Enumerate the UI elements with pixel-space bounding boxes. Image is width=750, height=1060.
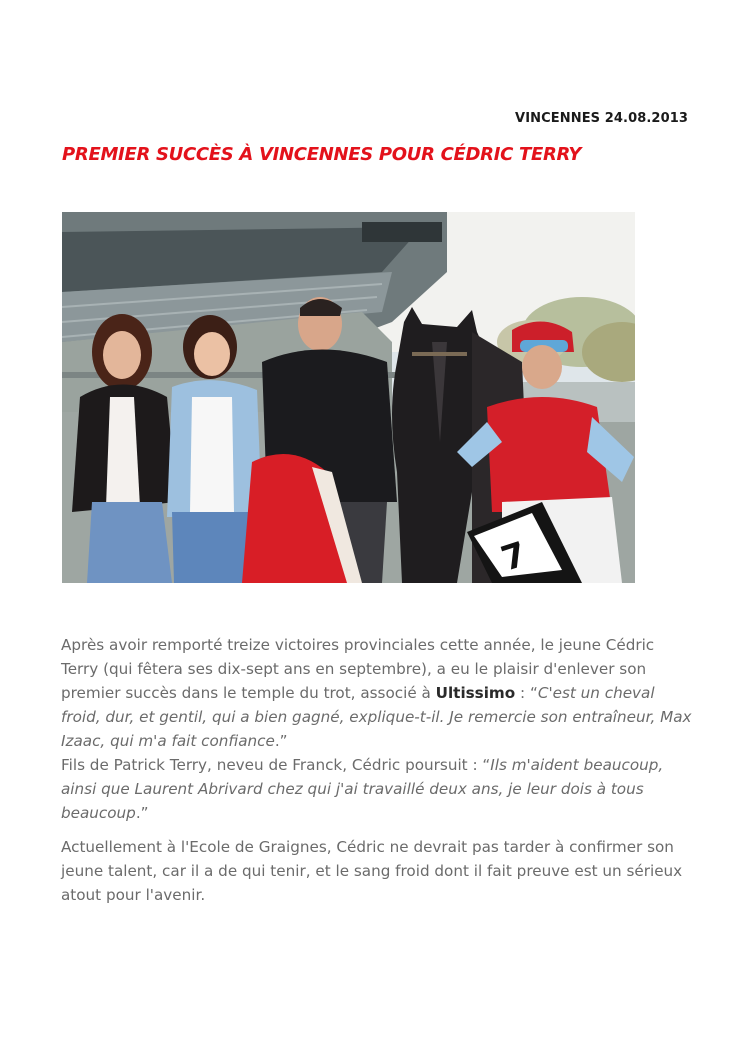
headline: PREMIER SUCCÈS À VINCENNES POUR CÉDRIC TERRY [62,144,582,165]
p1-text-2: : “ [515,684,538,702]
horse-name: Ultissimo [435,684,516,702]
p1-text-4: Fils de Patrick Terry, neveu de Franck, Cédric poursuit : “ [61,756,491,774]
quote-2: Ils m'aident beaucoup, ainsi que Laurent Abrivard chez qui j'ai travaillé deux ans, je leur dois à tous beaucoup [61,756,664,822]
article-paragraph-2: Actuellement à l'Ecole de Graignes, Cédric ne devrait pas tarder à confirmer son jeune talent, car il a de qui tenir, et le sang froid dont il fait preuve est un sérieux atout pour l'avenir. [61,838,683,904]
dateline: VINCENNES 24.08.2013 [515,111,688,126]
saddle-cloth-number: 7 [496,534,532,580]
quote-1: C'est un cheval froid, dur, et gentil, qui a bien gagné, explique-t-il. Je remercie son entraîneur, Max Izaac, qui m'a fait confiance [61,684,692,750]
p1-text-5: .” [135,804,149,822]
article-body [61,633,693,907]
article-paragraph-1 [61,633,693,825]
p1-text-3: .” [274,732,288,750]
p1-text-1: Après avoir remporté treize victoires provinciales cette année, le jeune Cédric Terry (qui fêtera ses dix-sept ans en septembre), a eu le plaisir d'enlever son premier succès dans le temple du trot, associé à [61,636,655,702]
article-photo [62,212,635,583]
